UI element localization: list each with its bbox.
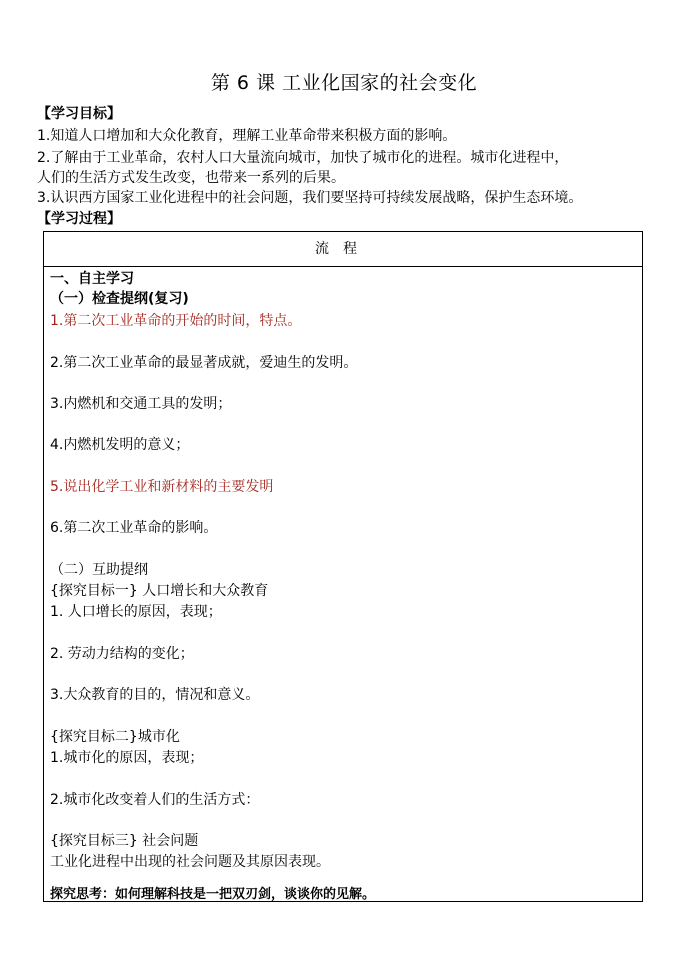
lesson-title: 第 6 课 工业化国家的社会变化	[210, 72, 478, 94]
objective-item-2: 2.了解由于工业革命，农村人口大量流向城市，加快了城市化的进程。城市化进程中，	[37, 150, 569, 166]
thinking-question: 探究思考：如何理解科技是一把双刃剑，谈谈你的见解。	[50, 887, 376, 902]
section-self-study: 一、自主学习	[50, 271, 134, 287]
goal-2-item-2: 2.城市化改变着人们的生活方式：	[50, 792, 260, 808]
table-header: 流程	[44, 232, 642, 267]
goal-1-item-1: 1. 人口增长的原因，表现；	[50, 604, 222, 620]
goal-1-title: {探究目标一} 人口增长和大众教育	[50, 583, 269, 599]
goal-2-item-1: 1.城市化的原因，表现；	[50, 750, 204, 766]
goal-2-title: {探究目标二}城市化	[50, 729, 180, 745]
objective-item-1: 1.知道人口增加和大众化教育，理解工业革命带来积极方面的影响。	[37, 128, 457, 144]
goal-3-item: 工业化进程中出现的社会问题及其原因表现。	[50, 854, 330, 870]
sub-mutual-outline: （二）互助提纲	[50, 562, 148, 578]
sub-review-outline: （一）检查提纲(复习)	[50, 291, 189, 307]
review-item-2: 2.第二次工业革命的最显著成就，爱迪生的发明。	[50, 355, 358, 371]
review-item-4: 4.内燃机发明的意义；	[50, 437, 190, 453]
review-item-3: 3.内燃机和交通工具的发明；	[50, 396, 232, 412]
review-item-6: 6.第二次工业革命的影响。	[50, 520, 218, 536]
process-heading: 【学习过程】	[37, 211, 121, 227]
goal-3-title: {探究目标三} 社会问题	[50, 833, 199, 849]
objectives-heading: 【学习目标】	[37, 106, 121, 122]
process-table	[43, 231, 643, 902]
objective-item-3: 3.认识西方国家工业化进程中的社会问题，我们要坚持可持续发展战略，保护生态环境。	[37, 190, 583, 206]
review-item-1: 1.第二次工业革命的开始的时间，特点。	[50, 313, 302, 329]
objective-item-2-cont: 人们的生活方式发生改变，也带来一系列的后果。	[37, 170, 345, 186]
review-item-5: 5.说出化学工业和新材料的主要发明	[50, 479, 274, 495]
goal-1-item-2: 2. 劳动力结构的变化；	[50, 646, 194, 662]
goal-1-item-3: 3.大众教育的目的，情况和意义。	[50, 687, 260, 703]
